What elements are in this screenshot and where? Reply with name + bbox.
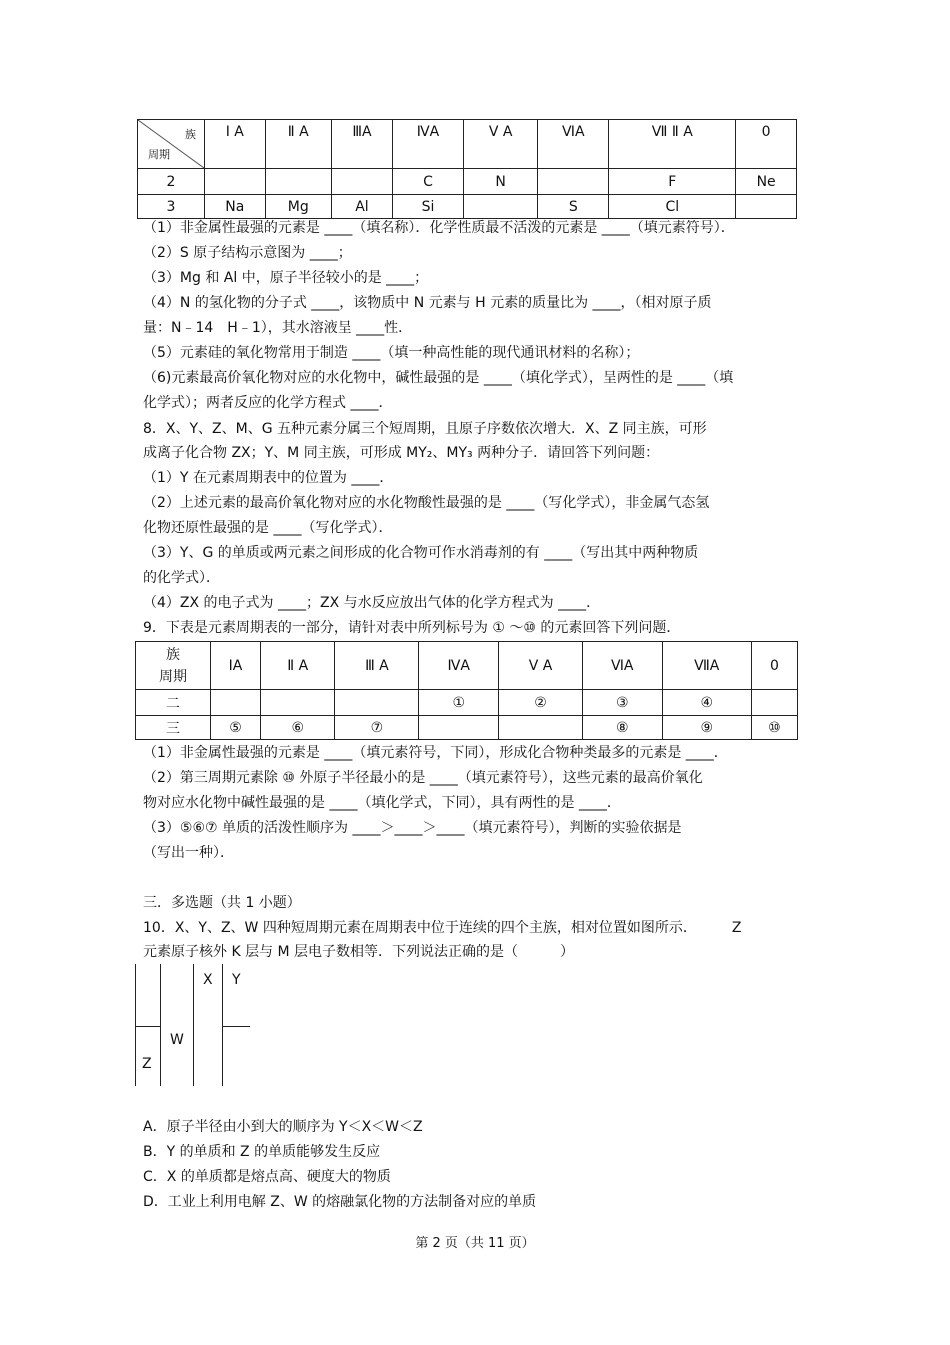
q7-line: （2）S 原子结构示意图为 ____；	[143, 245, 352, 261]
q9-line: （写出一种）．	[143, 845, 234, 861]
option-d: D．工业上利用电解 Z、W 的熔融氯化物的方法制备对应的单质	[143, 1194, 537, 1210]
table1-cell: Mg	[265, 195, 331, 219]
table1-cell	[538, 169, 609, 195]
table1-cell: Si	[393, 195, 464, 219]
grid-label-z: Z	[142, 1056, 152, 1072]
table1-cell: Na	[205, 195, 266, 219]
grid-label-x: X	[203, 972, 213, 988]
table2-cell: ⑩	[751, 716, 797, 740]
q8-line: 成离子化合物 ZX；Y、M 同主族，可形成 MY₂、MY₃ 两种分子．请回答下列问题：	[143, 445, 660, 461]
option-b: B．Y 的单质和 Z 的单质能够发生反应	[143, 1144, 381, 1160]
q8-line: 化物还原性最强的是 ____（写化学式）．	[143, 520, 393, 536]
table1-cell	[464, 195, 538, 219]
q8-line: （2）上述元素的最高价氧化物对应的水化物酸性最强的是 ____（写化学式），非金属气态氢	[143, 495, 710, 511]
table2-cell	[499, 716, 583, 740]
page-footer: 第 2 页（共 11 页）	[415, 1236, 535, 1251]
q9-line: （3）⑤⑥⑦ 单质的活泼性顺序为 ____＞____＞____（填元素符号），判断的实验依据是	[143, 820, 682, 836]
table2-cell	[211, 690, 261, 716]
table2-header: ⅣA	[419, 642, 499, 690]
table1-cell	[265, 169, 331, 195]
table2-cell	[751, 690, 797, 716]
table2-row	[136, 716, 798, 740]
table2-cell	[419, 716, 499, 740]
table2-header: Ⅲ A	[335, 642, 419, 690]
table1-cell: 2	[138, 169, 205, 195]
table1-header-row	[138, 120, 797, 169]
table2-header: IA	[211, 642, 261, 690]
q7-line: （3）Mg 和 Al 中，原子半径较小的是 ____；	[143, 270, 429, 286]
table1-header: ⅥA	[538, 120, 609, 169]
q7-line: 量：N﹣14 H﹣1），其水溶液呈 ____性．	[143, 320, 413, 336]
table1-cell: C	[393, 169, 464, 195]
table2-cell: ③	[582, 690, 662, 716]
q7-line: （4）N 的氢化物的分子式 ____，该物质中 N 元素与 H 元素的质量比为 ____，（相对原子质	[143, 295, 712, 311]
grid-label-y: Y	[232, 972, 241, 988]
table2-header: Ⅱ A	[261, 642, 335, 690]
option-c: C．X 的单质都是熔点高、硬度大的物质	[143, 1169, 391, 1185]
periodic-table-2	[135, 641, 798, 740]
table1-cell: 3	[138, 195, 205, 219]
grid-label-w: W	[170, 1032, 184, 1048]
periodic-table-1	[137, 119, 797, 219]
table2-header: Ⅴ A	[499, 642, 583, 690]
table2-cell: ②	[499, 690, 583, 716]
table1-cell: S	[538, 195, 609, 219]
q7-line: （5）元素硅的氧化物常用于制造 ____（填一种高性能的现代通讯材料的名称）；	[143, 345, 640, 361]
table1-header: ⅢA	[331, 120, 392, 169]
table2-cell: ①	[419, 690, 499, 716]
table2-cell	[261, 690, 335, 716]
q8-line: （4）ZX 的电子式为 ____；ZX 与水反应放出气体的化学方程式为 ____．	[143, 595, 601, 611]
q8-line: （1）Y 在元素周期表中的位置为 ____．	[143, 470, 394, 486]
q7-line: （1）非金属性最强的元素是 ____（填名称）．化学性质最不活泼的元素是 ____（填元素符号）．	[143, 220, 735, 236]
table2-header: 0	[751, 642, 797, 690]
q8-line: （3）Y、G 的单质或两元素之间形成的化合物可作水消毒剂的有 ____（写出其中两种物质	[143, 545, 699, 561]
q10-line: 10．X、Y、Z、W 四种短周期元素在周期表中位于连续的四个主族，相对位置如图所示． Z	[143, 920, 742, 936]
table2-cell: ⑥	[261, 716, 335, 740]
table2-header-row	[136, 642, 798, 690]
table2-header: ⅥA	[582, 642, 662, 690]
table1-corner: 族 周期	[138, 120, 205, 169]
table2-corner: 族 周期	[136, 642, 211, 690]
table1-cell: N	[464, 169, 538, 195]
table1-cell: Ne	[736, 169, 797, 195]
q10-line: 元素原子核外 K 层与 M 层电子数相等．下列说法正确的是（ ）	[143, 944, 575, 960]
q9-intro: 9．下表是元素周期表的一部分，请针对表中所列标号为 ① ～⑩ 的元素回答下列问题．	[143, 620, 681, 636]
table1-cell	[331, 169, 392, 195]
table1-cell: F	[609, 169, 736, 195]
table1-row	[138, 195, 797, 219]
table2-cell	[335, 690, 419, 716]
option-a: A．原子半径由小到大的顺序为 Y＜X＜W＜Z	[143, 1119, 423, 1135]
q8-line: 8．X、Y、Z、M、G 五种元素分属三个短周期，且原子序数依次增大．X、Z 同主族，可形	[143, 421, 707, 437]
element-position-grid	[135, 964, 255, 1086]
q9-line: （1）非金属性最强的元素是 ____（填元素符号，下同），形成化合物种类最多的元素是 ____．	[143, 745, 728, 761]
q9-line: 物对应水化物中碱性最强的是 ____（填化学式，下同），具有两性的是 ____．	[143, 795, 621, 811]
table1-header: Ⅶ Ⅱ A	[609, 120, 736, 169]
q7-line: （6)元素最高价氧化物对应的水化物中，碱性最强的是 ____（填化学式），呈两性的是 ____（填	[143, 370, 734, 386]
table1-header: 0	[736, 120, 797, 169]
table1-cell	[736, 195, 797, 219]
table2-cell: ⑦	[335, 716, 419, 740]
q8-line: 的化学式）．	[143, 570, 220, 586]
table1-header: ⅣA	[393, 120, 464, 169]
table1-cell: Al	[331, 195, 392, 219]
table2-row	[136, 690, 798, 716]
table1-cell	[205, 169, 266, 195]
table1-header: Ⅴ A	[464, 120, 538, 169]
q7-line: 化学式）；两者反应的化学方程式 ____．	[143, 395, 393, 411]
table2-cell: 三	[136, 716, 211, 740]
table1-header: Ⅱ A	[265, 120, 331, 169]
section-heading: 三．多选题（共 1 小题）	[143, 895, 301, 911]
table2-cell: ④	[662, 690, 751, 716]
table2-cell: 二	[136, 690, 211, 716]
table2-header: ⅦA	[662, 642, 751, 690]
table2-cell: ⑤	[211, 716, 261, 740]
table1-header: Ⅰ A	[205, 120, 266, 169]
table1-row	[138, 169, 797, 195]
table2-cell: ⑧	[582, 716, 662, 740]
table1-cell: Cl	[609, 195, 736, 219]
table2-cell: ⑨	[662, 716, 751, 740]
q9-line: （2）第三周期元素除 ⑩ 外原子半径最小的是 ____（填元素符号），这些元素的最高价氧化	[143, 770, 703, 786]
